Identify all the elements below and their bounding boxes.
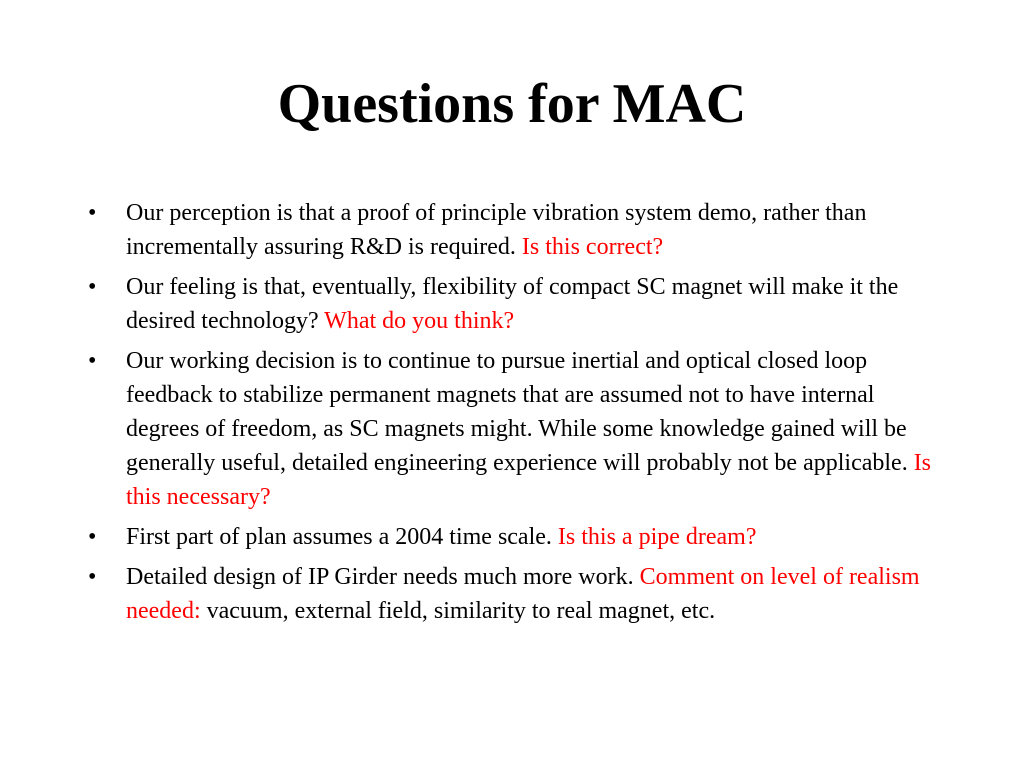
bullet-glyph: • xyxy=(88,200,97,226)
bullet-glyph: • xyxy=(88,564,97,590)
bullet-glyph: • xyxy=(88,274,97,300)
bullet-item xyxy=(88,520,934,554)
bullet-text: Detailed design of IP Girder needs much more work. xyxy=(126,564,640,590)
bullet-question: What do you think? xyxy=(324,308,515,334)
bullet-item xyxy=(88,344,934,514)
bullet-list xyxy=(88,196,934,634)
slide-title: Questions for MAC xyxy=(277,73,747,135)
bullet-item xyxy=(88,196,934,264)
bullet-question: Is this correct? xyxy=(521,234,664,260)
bullet-text: Our working decision is to continue to pursue inertial and optical closed loop feedback to stabilize permanent magnets that are assumed not to have internal degrees of freedom, as SC magnets might. While some knowledge gained will be generally useful, detailed engineering experience will probably not be applicable. xyxy=(126,348,914,476)
bullet-text: Our feeling is that, eventually, flexibility of compact SC magnet will make it the desired technology? xyxy=(126,274,899,334)
bullet-text: First part of plan assumes a 2004 time scale. xyxy=(126,524,558,550)
bullet-question: Is this a pipe dream? xyxy=(557,524,757,550)
bullet-glyph: • xyxy=(88,348,97,374)
bullet-text-tail: vacuum, external field, similarity to real magnet, etc. xyxy=(200,598,716,624)
bullet-item xyxy=(88,560,934,628)
bullet-question: Comment on level of realism needed: xyxy=(126,564,920,624)
bullet-question: Is this necessary? xyxy=(126,450,932,510)
bullet-glyph: • xyxy=(88,524,97,550)
bullet-item xyxy=(88,270,934,338)
bullet-text: Our perception is that a proof of principle vibration system demo, rather than incrementally assuring R&D is required. xyxy=(126,200,867,260)
